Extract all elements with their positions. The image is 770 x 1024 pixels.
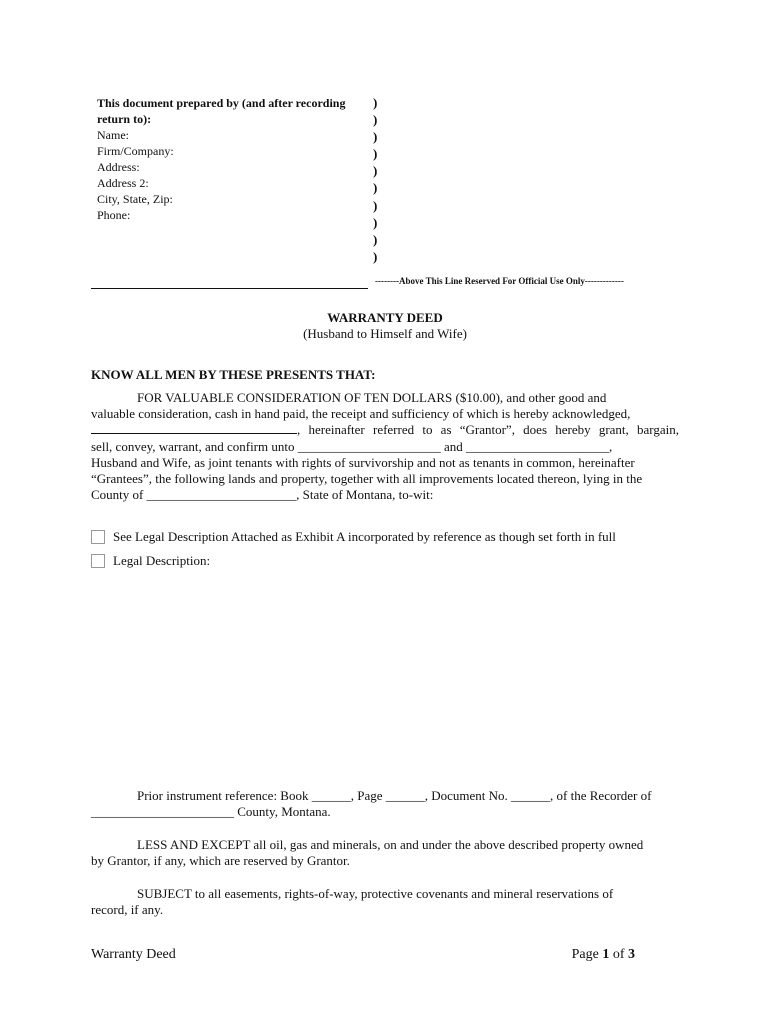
- prior-instrument-line-1: Prior instrument reference: Book ______, Page ______, Document No. ______, of the Recorder of: [137, 788, 652, 803]
- name-field-label: Name:: [97, 128, 129, 142]
- prior-instrument-paragraph: [91, 788, 679, 820]
- footer-doc-name: Warranty Deed: [91, 947, 176, 962]
- prepared-by-block: [97, 95, 367, 223]
- grantor-clause: , hereinafter referred to as “Grantor”, does hereby grant, bargain,: [297, 422, 679, 438]
- subject-to-line-2: record, if any.: [91, 902, 164, 918]
- phone-field-label: Phone:: [97, 208, 131, 222]
- less-except-paragraph: [91, 837, 679, 869]
- prepared-by-heading: This document prepared by (and after recording: [97, 96, 346, 110]
- option-legal-description[interactable]: [91, 553, 210, 569]
- know-all-heading: KNOW ALL MEN BY THESE PRESENTS THAT:: [91, 367, 376, 382]
- consideration-line-2: valuable consideration, cash in hand paid, the receipt and sufficiency of which is hereby acknowledged,: [91, 406, 631, 422]
- subject-to-line-1: SUBJECT to all easements, rights-of-way, protective covenants and mineral reservations of: [137, 886, 614, 901]
- subject-to-paragraph: [91, 886, 679, 918]
- firm-field-label: Firm/Company:: [97, 144, 174, 158]
- page-total: 3: [628, 947, 635, 962]
- prior-instrument-line-2: ______________________ County, Montana.: [91, 804, 331, 820]
- grantor-name-blank[interactable]: [91, 422, 297, 434]
- city-state-zip-field-label: City, State, Zip:: [97, 192, 173, 206]
- prepared-by-heading-cont: return to):: [97, 112, 152, 126]
- consideration-line-3: [91, 422, 679, 438]
- official-use-notice: --------Above This Line Reserved For Official Use Only-------------: [375, 276, 624, 286]
- address2-field-label: Address 2:: [97, 176, 149, 190]
- consideration-line-6: “Grantees”, the following lands and property, together with all improvements located thereon, lying in the: [91, 470, 643, 486]
- consideration-line-5: Husband and Wife, as joint tenants with rights of survivorship and not as tenants in common, hereinafter: [91, 454, 635, 470]
- consideration-paragraph: [91, 390, 679, 503]
- option-exhibit-a[interactable]: [91, 529, 616, 545]
- of-label: of: [612, 947, 625, 962]
- less-except-line-1: LESS AND EXCEPT all oil, gas and minerals, on and under the above described property owned: [137, 837, 644, 852]
- parenthesis-column: ) ) ) ) ) ) ) ) ) ): [373, 95, 378, 264]
- page-footer: [91, 947, 635, 963]
- document-title: WARRANTY DEED: [327, 310, 443, 325]
- document-subtitle: (Husband to Himself and Wife): [303, 326, 467, 341]
- legal-description-label: Legal Description:: [113, 553, 211, 568]
- page-indicator: [572, 947, 635, 963]
- page-number: 1: [602, 947, 610, 962]
- address-field-label: Address:: [97, 160, 140, 174]
- legal-description-checkbox[interactable]: [91, 554, 105, 568]
- exhibit-a-label: See Legal Description Attached as Exhibit A incorporated by reference as though set forth in full: [113, 529, 616, 544]
- less-except-line-2: by Grantor, if any, which are reserved by Grantor.: [91, 853, 350, 869]
- consideration-line-1: FOR VALUABLE CONSIDERATION OF TEN DOLLARS ($10.00), and other good and: [137, 390, 607, 405]
- exhibit-a-checkbox[interactable]: [91, 530, 105, 544]
- recording-signature-line: [91, 288, 368, 289]
- page-label: Page: [571, 947, 599, 962]
- consideration-line-7: County of _______________________, State of Montana, to-wit:: [91, 487, 434, 503]
- consideration-line-4: sell, convey, warrant, and confirm unto ______________________ and ______________________,: [91, 438, 613, 454]
